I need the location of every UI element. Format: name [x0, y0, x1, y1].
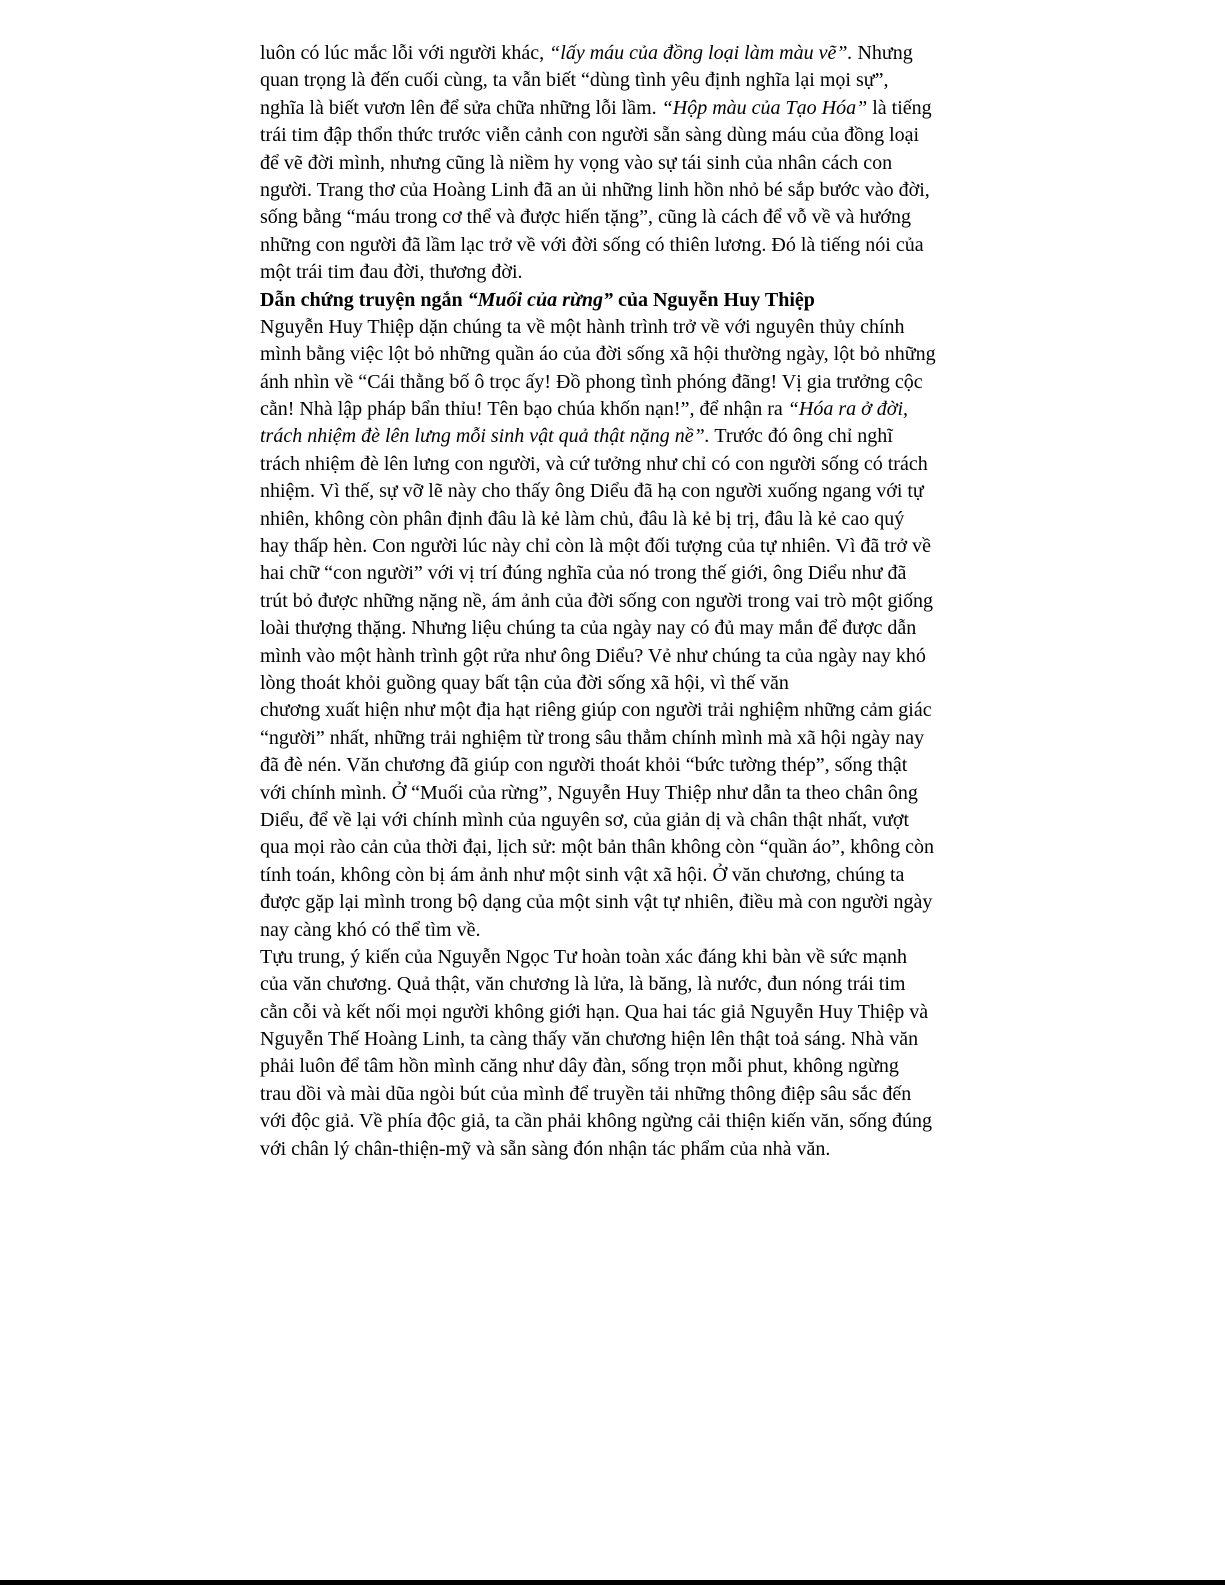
text-run: Nhưng	[852, 42, 913, 64]
text-line	[260, 533, 980, 560]
text-run: trút bỏ được những nặng nề, ám ảnh của đời sống con người trong vai trò một giống	[260, 589, 934, 612]
text-line	[260, 615, 980, 642]
italic-quote: trách nhiệm đè lên lưng mỗi sinh vật quả thật nặng nề”.	[260, 425, 710, 448]
text-run: là tiếng	[867, 96, 932, 119]
text-line	[260, 67, 980, 94]
text-line	[260, 451, 980, 478]
body-text	[260, 40, 980, 1163]
text-run: quan trọng là đến cuối cùng, ta vẫn biết “dùng tình yêu định nghĩa lại mọi sự”,	[260, 69, 889, 92]
text-line	[260, 944, 980, 971]
text-run: trách nhiệm đè lên lưng con người, và cứ tưởng như chỉ có con người sống có trách	[260, 452, 928, 475]
italic-quote: “lấy máu của đồng loại làm màu vẽ”.	[549, 42, 853, 64]
text-run: nghĩa là biết vươn lên để sửa chữa những lỗi lầm.	[260, 96, 662, 119]
text-line	[260, 177, 980, 204]
text-run: của Nguyễn Huy Thiệp	[612, 288, 815, 311]
bottom-border	[0, 1580, 1225, 1585]
text-run: “người” nhất, những trải nghiệm từ trong sâu thẳm chính mình mà xã hội ngày nay	[260, 726, 925, 749]
text-run: với độc giả. Về phía độc giả, ta cần phải không ngừng cải thiện kiến văn, sống đúng	[260, 1110, 933, 1133]
text-line	[260, 1108, 980, 1135]
text-line	[260, 999, 980, 1026]
text-line	[260, 1026, 980, 1053]
text-line	[260, 560, 980, 587]
text-run: Tựu trung, ý kiến của Nguyễn Ngọc Tư hoàn toàn xác đáng khi bàn về sức mạnh	[260, 945, 907, 968]
text-line	[260, 423, 980, 450]
text-line	[260, 752, 980, 779]
text-line	[260, 862, 980, 889]
text-run: phải luôn để tâm hồn mình căng như dây đàn, sống trọn mỗi phut, không ngừng	[260, 1055, 899, 1078]
text-line	[260, 643, 980, 670]
text-run: Diểu, để về lại với chính mình của nguyên sơ, của giản dị và chân thật nhất, vượt	[260, 808, 910, 831]
text-line	[260, 204, 980, 231]
text-run: Dẫn chứng truyện ngắn	[260, 288, 468, 311]
text-line	[260, 1081, 980, 1108]
text-run: mình vào một hành trình gột rửa như ông Diểu? Vẻ như chúng ta của ngày nay khó	[260, 644, 926, 667]
text-line	[260, 314, 980, 341]
text-run: ánh nhìn về “Cái thằng bố ô trọc ấy! Đồ phong tình phóng đãng! Vị gia trưởng cộc	[260, 370, 923, 393]
text-line	[260, 834, 980, 861]
text-run: để vẽ đời mình, nhưng cũng là niềm hy vọng vào sự tái sinh của nhân cách con	[260, 151, 893, 174]
text-run: mình bằng việc lột bỏ những quần áo của đời sống xã hội thường ngày, lột bỏ những	[260, 343, 936, 366]
text-run: Trước đó ông chỉ nghĩ	[709, 425, 893, 448]
text-run: nhiệm. Vì thế, sự vỡ lẽ này cho thấy ông Diểu đã hạ con người xuống ngang với tự	[260, 480, 924, 503]
text-run: những con người đã lầm lạc trở về với đời sống có thiên lương. Đó là tiếng nói của	[260, 233, 924, 256]
text-run: loài thượng thặng. Nhưng liệu chúng ta của ngày nay có đủ may mắn để được dẫn	[260, 617, 917, 640]
text-line	[260, 1053, 980, 1080]
italic-quote: “Muối của rừng”	[467, 288, 613, 311]
text-run: chương xuất hiện như một địa hạt riêng giúp con người trải nghiệm những cảm giác	[260, 699, 932, 722]
text-line	[260, 670, 980, 697]
text-run: cằn! Nhà lập pháp bẩn thỉu! Tên bạo chúa khốn nạn!”, để nhận ra	[260, 398, 788, 421]
text-run: của văn chương. Quả thật, văn chương là lửa, là băng, là nước, đun nóng trái tim	[260, 973, 906, 996]
text-line	[260, 341, 980, 368]
text-line	[260, 971, 980, 998]
text-line	[260, 697, 980, 724]
text-line	[260, 1136, 980, 1163]
text-line	[260, 259, 980, 286]
text-run: cằn cỗi và kết nối mọi người không giới hạn. Qua hai tác giả Nguyễn Huy Thiệp và	[260, 1000, 929, 1023]
text-line	[260, 232, 980, 259]
text-run: sống bằng “máu trong cơ thể và được hiến tặng”, cũng là cách để vỗ về và hướng	[260, 206, 911, 229]
italic-quote: “Hóa ra ở đời,	[787, 398, 909, 421]
text-run: với chính mình. Ở “Muối của rừng”, Nguyễn Huy Thiệp như dẫn ta theo chân ông	[260, 781, 918, 804]
text-line	[260, 150, 980, 177]
text-line	[260, 807, 980, 834]
text-line	[260, 780, 980, 807]
text-line	[260, 40, 980, 67]
text-run: nay càng khó có thể tìm về.	[260, 918, 481, 941]
italic-quote: “Hộp màu của Tạo Hóa”	[661, 96, 868, 119]
text-line	[260, 122, 980, 149]
text-run: được gặp lại mình trong bộ dạng của một sinh vật tự nhiên, điều mà con người ngày	[260, 891, 933, 914]
text-run: qua mọi rào cản của thời đại, lịch sử: một bản thân không còn “quần áo”, không còn	[260, 836, 935, 859]
text-run: hay thấp hèn. Con người lúc này chỉ còn là một đối tượng của tự nhiên. Vì đã trở về	[260, 535, 931, 558]
section-heading	[260, 287, 980, 314]
text-line	[260, 369, 980, 396]
text-line	[260, 478, 980, 505]
text-line	[260, 889, 980, 916]
text-run: nhiên, không còn phân định đâu là kẻ làm chủ, đâu là kẻ bị trị, đâu là kẻ cao quý	[260, 507, 905, 530]
text-line	[260, 396, 980, 423]
text-line	[260, 506, 980, 533]
text-run: người. Trang thơ của Hoàng Linh đã an ủi những linh hồn nhỏ bé sắp bước vào đời,	[260, 178, 930, 201]
text-run: Nguyễn Huy Thiệp dặn chúng ta về một hành trình trở về với nguyên thủy chính	[260, 315, 905, 338]
text-run: đã đè nén. Văn chương đã giúp con người thoát khỏi “bức tường thép”, sống thật	[260, 754, 908, 777]
text-run: trái tim đập thổn thức trước viễn cảnh con người sẵn sàng dùng máu của đồng loại	[260, 124, 920, 147]
text-line	[260, 588, 980, 615]
text-line	[260, 917, 980, 944]
text-run: Nguyễn Thế Hoàng Linh, ta càng thấy văn chương hiện lên thật toả sáng. Nhà văn	[260, 1028, 919, 1051]
text-run: luôn có lúc mắc lỗi với người khác,	[260, 42, 550, 64]
text-run: lòng thoát khỏi guồng quay bất tận của đời sống xã hội, vì thế văn	[260, 671, 789, 694]
text-run: trau dồi và mài dũa ngòi bút của mình để truyền tải những thông điệp sâu sắc đến	[260, 1082, 912, 1105]
text-run: tính toán, không còn bị ám ảnh như một sinh vật xã hội. Ở văn chương, chúng ta	[260, 863, 905, 886]
text-line	[260, 95, 980, 122]
text-line	[260, 725, 980, 752]
text-run: với chân lý chân-thiện-mỹ và sẵn sàng đón nhận tác phẩm của nhà văn.	[260, 1137, 831, 1160]
text-run: một trái tim đau đời, thương đời.	[260, 261, 523, 284]
text-run: hai chữ “con người” với vị trí đúng nghĩa của nó trong thế giới, ông Diểu như đã	[260, 562, 907, 585]
